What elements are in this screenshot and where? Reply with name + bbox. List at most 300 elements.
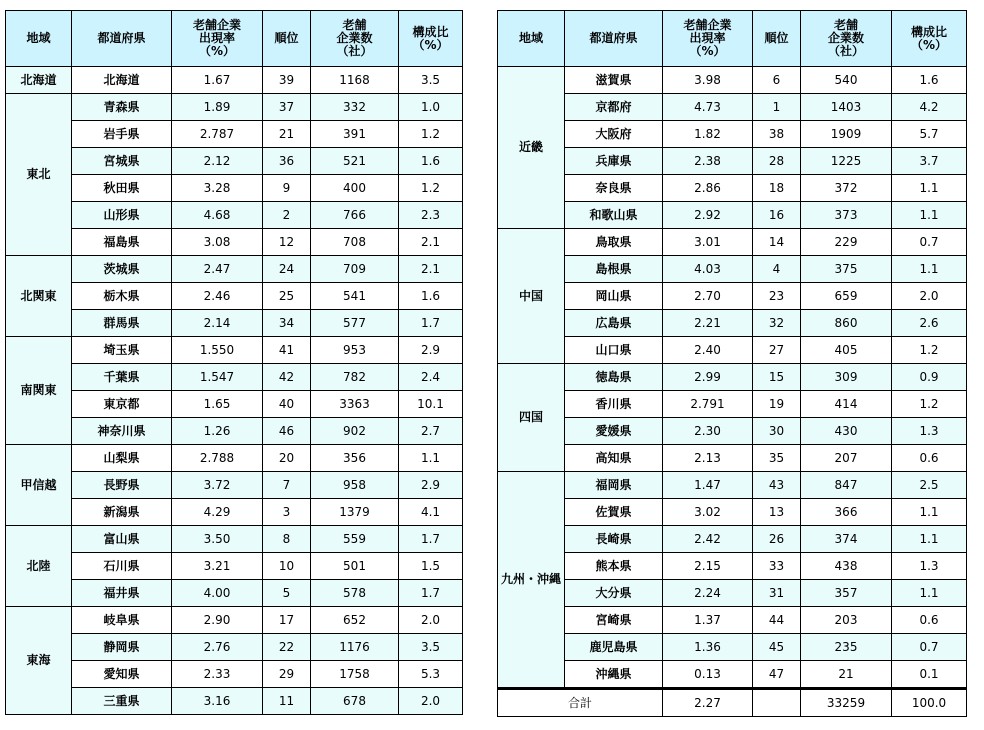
share-cell: 1.7 [399,310,463,337]
table-row [6,94,463,121]
share-cell: 2.3 [399,202,463,229]
prefecture-cell: 茨城県 [72,256,172,283]
prefecture-cell: 富山県 [72,526,172,553]
count-cell: 430 [801,418,892,445]
prefecture-cell: 新潟県 [72,499,172,526]
total-rate: 2.27 [663,689,753,717]
rate-cell: 1.82 [663,121,753,148]
share-cell: 3.5 [399,634,463,661]
rank-cell: 42 [263,364,311,391]
rate-cell: 1.65 [172,391,263,418]
rate-cell: 1.547 [172,364,263,391]
table-row [6,418,463,445]
count-cell: 1403 [801,94,892,121]
count-cell: 709 [311,256,399,283]
rank-cell: 16 [753,202,801,229]
prefecture-cell: 北海道 [72,67,172,94]
total-label: 合計 [498,689,663,717]
header-rate [172,11,263,67]
table-row [6,499,463,526]
prefecture-cell: 鹿児島県 [565,634,663,661]
rate-cell: 2.99 [663,364,753,391]
rank-cell: 32 [753,310,801,337]
header-count-line: 老舗 [833,18,858,32]
count-cell: 438 [801,553,892,580]
table-row [6,553,463,580]
share-cell: 1.7 [399,580,463,607]
rate-cell: 2.86 [663,175,753,202]
rank-cell: 3 [263,499,311,526]
rate-cell: 3.98 [663,67,753,94]
rank-cell: 17 [263,607,311,634]
header-prefecture: 都道府県 [565,11,663,67]
rank-cell: 7 [263,472,311,499]
count-cell: 235 [801,634,892,661]
header-count [311,11,399,67]
table-row [6,310,463,337]
share-cell: 10.1 [399,391,463,418]
rate-cell: 2.90 [172,607,263,634]
rank-cell: 15 [753,364,801,391]
count-cell: 3363 [311,391,399,418]
rank-cell: 8 [263,526,311,553]
rate-cell: 3.72 [172,472,263,499]
header-rate-line: （%） [198,44,236,58]
prefecture-cell: 和歌山県 [565,202,663,229]
prefecture-cell: 長野県 [72,472,172,499]
count-cell: 501 [311,553,399,580]
table-row [498,391,967,418]
rate-cell: 0.13 [663,661,753,689]
count-cell: 860 [801,310,892,337]
rate-cell: 2.14 [172,310,263,337]
header-count-line: 企業数 [827,31,864,45]
rank-cell: 5 [263,580,311,607]
prefecture-cell: 島根県 [565,256,663,283]
region-cell: 四国 [498,364,565,472]
rank-cell: 35 [753,445,801,472]
rate-cell: 2.12 [172,148,263,175]
share-cell: 1.2 [892,337,967,364]
share-cell: 0.7 [892,634,967,661]
region-cell: 東北 [6,94,72,256]
prefecture-cell: 大分県 [565,580,663,607]
region-cell: 近畿 [498,67,565,229]
rank-cell: 33 [753,553,801,580]
share-cell: 1.6 [399,148,463,175]
rank-cell: 41 [263,337,311,364]
share-cell: 2.1 [399,229,463,256]
rank-cell: 1 [753,94,801,121]
rate-cell: 4.00 [172,580,263,607]
rate-cell: 2.38 [663,148,753,175]
table-row [6,283,463,310]
table-row [498,526,967,553]
prefecture-cell: 青森県 [72,94,172,121]
header-region: 地域 [498,11,565,67]
rank-cell: 23 [753,283,801,310]
rate-cell: 2.30 [663,418,753,445]
rank-cell: 44 [753,607,801,634]
rate-cell: 2.70 [663,283,753,310]
count-cell: 766 [311,202,399,229]
count-cell: 652 [311,607,399,634]
count-cell: 405 [801,337,892,364]
rank-cell: 43 [753,472,801,499]
header-share-line: 構成比 [910,24,947,39]
rank-cell: 6 [753,67,801,94]
rate-cell: 2.13 [663,445,753,472]
table-row [6,526,463,553]
prefecture-cell: 熊本県 [565,553,663,580]
count-cell: 540 [801,67,892,94]
share-cell: 3.5 [399,67,463,94]
share-cell: 2.0 [399,607,463,634]
count-cell: 372 [801,175,892,202]
table-row [498,256,967,283]
header-rate-line: 出現率 [689,31,726,45]
count-cell: 374 [801,526,892,553]
share-cell: 2.9 [399,472,463,499]
rate-cell: 2.47 [172,256,263,283]
header-count-line: 老舗 [342,18,367,32]
table-row [498,499,967,526]
count-cell: 953 [311,337,399,364]
rate-cell: 4.73 [663,94,753,121]
prefecture-cell: 鳥取県 [565,229,663,256]
count-cell: 400 [311,175,399,202]
rank-cell: 37 [263,94,311,121]
header-count-line: （社） [336,44,373,58]
count-cell: 375 [801,256,892,283]
count-cell: 541 [311,283,399,310]
rank-cell: 25 [263,283,311,310]
share-cell: 1.6 [892,67,967,94]
rate-cell: 2.21 [663,310,753,337]
region-cell: 甲信越 [6,445,72,526]
table-row [6,472,463,499]
table-row [6,229,463,256]
rank-cell: 38 [753,121,801,148]
header-rate-line: 老舗企業 [192,18,241,32]
prefecture-cell: 山梨県 [72,445,172,472]
prefecture-cell: 徳島県 [565,364,663,391]
rate-cell: 3.21 [172,553,263,580]
table-row [498,553,967,580]
rank-cell: 4 [753,256,801,283]
count-cell: 229 [801,229,892,256]
rate-cell: 2.33 [172,661,263,688]
prefecture-cell: 岡山県 [565,283,663,310]
rate-cell: 2.787 [172,121,263,148]
header-region: 地域 [6,11,72,67]
header-share [399,11,463,67]
header-share-line: （%） [412,37,449,52]
rank-cell: 24 [263,256,311,283]
table-row [498,580,967,607]
rank-cell: 27 [753,337,801,364]
header-row [498,11,967,67]
total-row [498,689,967,717]
share-cell: 5.3 [399,661,463,688]
share-cell: 5.7 [892,121,967,148]
count-cell: 21 [801,661,892,689]
table-row [498,202,967,229]
table-row [498,148,967,175]
table-row [6,67,463,94]
count-cell: 678 [311,688,399,715]
table-row [498,310,967,337]
rank-cell: 30 [753,418,801,445]
count-cell: 391 [311,121,399,148]
table-row [498,418,967,445]
share-cell: 1.0 [399,94,463,121]
region-cell: 北海道 [6,67,72,94]
table-row [498,67,967,94]
share-cell: 1.1 [892,526,967,553]
rate-cell: 1.47 [663,472,753,499]
count-cell: 659 [801,283,892,310]
rate-cell: 3.28 [172,175,263,202]
count-cell: 847 [801,472,892,499]
count-cell: 559 [311,526,399,553]
share-cell: 1.2 [399,175,463,202]
prefecture-cell: 三重県 [72,688,172,715]
rank-cell: 47 [753,661,801,689]
rate-cell: 4.03 [663,256,753,283]
rank-cell: 19 [753,391,801,418]
rate-cell: 1.550 [172,337,263,364]
prefecture-cell: 宮崎県 [565,607,663,634]
prefecture-cell: 群馬県 [72,310,172,337]
rate-cell: 2.76 [172,634,263,661]
right-table [497,10,967,717]
rank-cell: 22 [263,634,311,661]
left-table-body [6,67,463,715]
count-cell: 958 [311,472,399,499]
prefecture-cell: 東京都 [72,391,172,418]
prefecture-cell: 兵庫県 [565,148,663,175]
share-cell: 1.1 [399,445,463,472]
count-cell: 708 [311,229,399,256]
prefecture-cell: 宮城県 [72,148,172,175]
rate-cell: 1.37 [663,607,753,634]
prefecture-cell: 山形県 [72,202,172,229]
rank-cell: 46 [263,418,311,445]
share-cell: 0.9 [892,364,967,391]
table-row [6,580,463,607]
prefecture-cell: 千葉県 [72,364,172,391]
prefecture-cell: 滋賀県 [565,67,663,94]
header-prefecture: 都道府県 [72,11,172,67]
prefecture-cell: 岐阜県 [72,607,172,634]
header-count-line: 企業数 [336,31,373,45]
rate-cell: 2.42 [663,526,753,553]
table-row [498,607,967,634]
total-rank [753,689,801,717]
rate-cell: 2.15 [663,553,753,580]
rank-cell: 10 [263,553,311,580]
count-cell: 366 [801,499,892,526]
total-count: 33259 [801,689,892,717]
prefecture-cell: 長崎県 [565,526,663,553]
share-cell: 1.6 [399,283,463,310]
count-cell: 356 [311,445,399,472]
table-row [498,121,967,148]
rank-cell: 18 [753,175,801,202]
rank-cell: 34 [263,310,311,337]
count-cell: 203 [801,607,892,634]
table-row [6,661,463,688]
rank-cell: 29 [263,661,311,688]
count-cell: 414 [801,391,892,418]
count-cell: 207 [801,445,892,472]
region-cell: 東海 [6,607,72,715]
table-row [498,175,967,202]
rate-cell: 4.68 [172,202,263,229]
header-rate-line: 出現率 [198,31,235,45]
rank-cell: 2 [263,202,311,229]
prefecture-cell: 神奈川県 [72,418,172,445]
rate-cell: 1.26 [172,418,263,445]
rate-cell: 4.29 [172,499,263,526]
share-cell: 1.5 [399,553,463,580]
count-cell: 578 [311,580,399,607]
prefecture-cell: 愛媛県 [565,418,663,445]
table-row [498,661,967,689]
rank-cell: 20 [263,445,311,472]
prefecture-cell: 秋田県 [72,175,172,202]
header-rank: 順位 [263,11,311,67]
table-row [6,445,463,472]
region-cell: 北関東 [6,256,72,337]
share-cell: 1.3 [892,553,967,580]
count-cell: 332 [311,94,399,121]
rate-cell: 1.36 [663,634,753,661]
rate-cell: 2.24 [663,580,753,607]
table-row [498,94,967,121]
prefecture-cell: 高知県 [565,445,663,472]
count-cell: 373 [801,202,892,229]
region-cell: 九州・沖縄 [498,472,565,689]
count-cell: 1758 [311,661,399,688]
count-cell: 1176 [311,634,399,661]
share-cell: 1.1 [892,499,967,526]
share-cell: 4.1 [399,499,463,526]
count-cell: 1225 [801,148,892,175]
prefecture-cell: 岩手県 [72,121,172,148]
table-row [498,472,967,499]
header-rate-line: 老舗企業 [683,18,732,32]
prefecture-cell: 静岡県 [72,634,172,661]
count-cell: 577 [311,310,399,337]
table-row [6,337,463,364]
rank-cell: 28 [753,148,801,175]
prefecture-cell: 大阪府 [565,121,663,148]
rank-cell: 21 [263,121,311,148]
share-cell: 1.2 [399,121,463,148]
rank-cell: 11 [263,688,311,715]
share-cell: 1.7 [399,526,463,553]
rate-cell: 1.89 [172,94,263,121]
count-cell: 782 [311,364,399,391]
share-cell: 2.9 [399,337,463,364]
rate-cell: 2.46 [172,283,263,310]
share-cell: 1.2 [892,391,967,418]
rate-cell: 3.50 [172,526,263,553]
rate-cell: 2.788 [172,445,263,472]
table-row [6,256,463,283]
table-row [6,364,463,391]
rank-cell: 9 [263,175,311,202]
prefecture-cell: 福岡県 [565,472,663,499]
share-cell: 4.2 [892,94,967,121]
header-share-line: （%） [910,37,948,52]
rate-cell: 3.08 [172,229,263,256]
rate-cell: 3.02 [663,499,753,526]
rate-cell: 1.67 [172,67,263,94]
rank-cell: 13 [753,499,801,526]
header-share-line: 構成比 [412,24,449,39]
right-table-body [498,67,967,689]
count-cell: 357 [801,580,892,607]
prefecture-cell: 広島県 [565,310,663,337]
share-cell: 1.1 [892,580,967,607]
share-cell: 1.1 [892,175,967,202]
header-row [6,11,463,67]
count-cell: 1379 [311,499,399,526]
region-cell: 中国 [498,229,565,364]
share-cell: 2.1 [399,256,463,283]
total-share: 100.0 [892,689,967,717]
share-cell: 2.5 [892,472,967,499]
prefecture-cell: 香川県 [565,391,663,418]
share-cell: 0.6 [892,445,967,472]
table-row [6,634,463,661]
header-count [801,11,892,67]
table-row [6,607,463,634]
share-cell: 2.7 [399,418,463,445]
prefecture-cell: 山口県 [565,337,663,364]
prefecture-cell: 福島県 [72,229,172,256]
rank-cell: 45 [753,634,801,661]
left-table [5,10,463,715]
rank-cell: 39 [263,67,311,94]
header-rate [663,11,753,67]
table-row [498,229,967,256]
rate-cell: 2.791 [663,391,753,418]
count-cell: 1909 [801,121,892,148]
rate-cell: 2.40 [663,337,753,364]
prefecture-cell: 京都府 [565,94,663,121]
prefecture-cell: 埼玉県 [72,337,172,364]
table-row [6,688,463,715]
share-cell: 2.0 [399,688,463,715]
share-cell: 1.1 [892,202,967,229]
region-cell: 南関東 [6,337,72,445]
table-row [498,283,967,310]
prefecture-cell: 沖縄県 [565,661,663,689]
table-row [6,175,463,202]
count-cell: 902 [311,418,399,445]
share-cell: 0.1 [892,661,967,689]
rank-cell: 31 [753,580,801,607]
rank-cell: 40 [263,391,311,418]
rate-cell: 2.92 [663,202,753,229]
count-cell: 309 [801,364,892,391]
prefecture-cell: 石川県 [72,553,172,580]
header-rate-line: （%） [689,44,726,58]
